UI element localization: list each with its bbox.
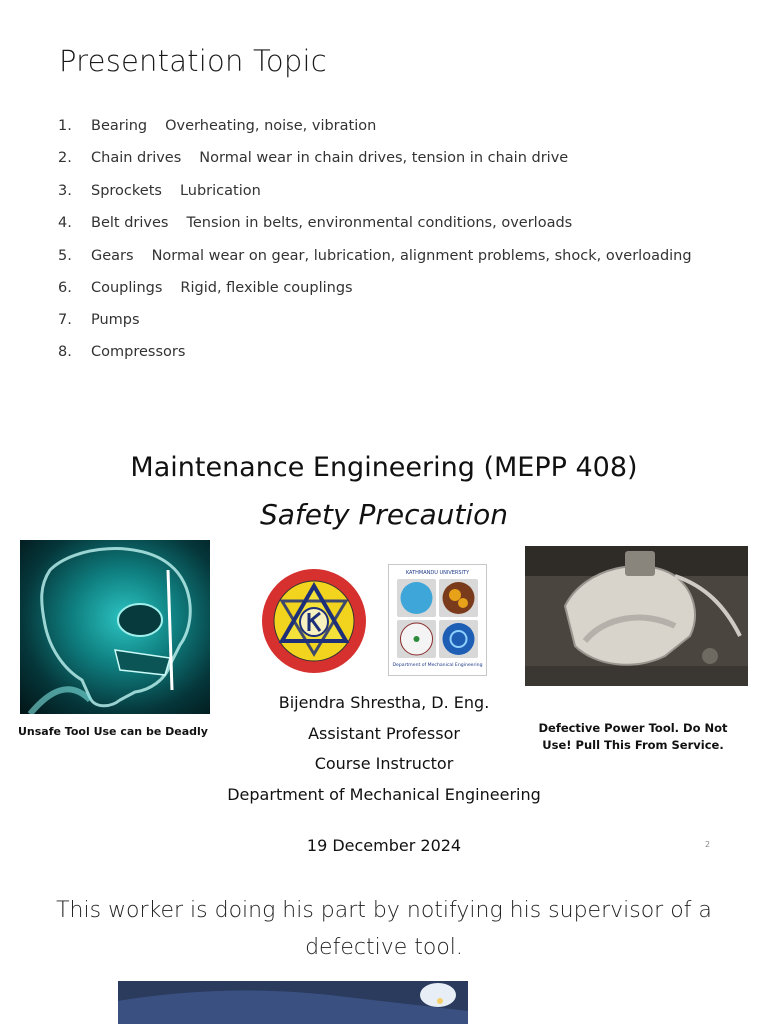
- presenter-role: Course Instructor: [314, 754, 454, 773]
- list-item-detail: Rigid, flexible couplings: [180, 280, 353, 296]
- xray-image: [20, 540, 210, 714]
- list-item: [0, 179, 768, 203]
- department-logo: [388, 564, 487, 676]
- logo-top-text: KATHMANDU UNIVERSITY: [405, 570, 470, 576]
- list-item-detail: Normal wear on gear, lubrication, alignment problems, shock, overloading: [151, 248, 692, 264]
- course-title: Maintenance Engineering (MEPP 408): [130, 452, 638, 483]
- list-item: [0, 114, 768, 138]
- list-item-name: Chain drives: [91, 150, 182, 166]
- list-item-number: 1.: [58, 118, 72, 134]
- power-tool-image: [525, 546, 748, 686]
- list-item-name: Bearing: [91, 118, 148, 134]
- department-logo-icon: [389, 565, 486, 675]
- list-item-number: 2.: [58, 150, 72, 166]
- list-item-number: 7.: [58, 312, 72, 328]
- logo-bottom-text: Department of Mechanical Engineering: [392, 663, 483, 668]
- list-item-name: Sprockets: [91, 183, 162, 199]
- list-item: [0, 276, 768, 300]
- presenter-title: Assistant Professor: [308, 724, 460, 743]
- list-item-name: Pumps: [91, 312, 140, 328]
- course-subtitle: Safety Precaution: [259, 498, 509, 531]
- worker-photo-icon: [118, 981, 468, 1024]
- list-item: [0, 211, 768, 235]
- power-tool-icon: [525, 546, 748, 686]
- presenter-department: Department of Mechanical Engineering: [227, 785, 541, 804]
- university-seal-icon: [260, 568, 368, 674]
- list-item-number: 3.: [58, 183, 72, 199]
- xray-caption: Unsafe Tool Use can be Deadly: [18, 725, 208, 738]
- presenter-name: Bijendra Shrestha, D. Eng.: [278, 693, 490, 712]
- list-item-number: 6.: [58, 280, 72, 296]
- list-item-name: Couplings: [91, 280, 163, 296]
- slide-title: Presentation Topic: [59, 44, 327, 78]
- list-item: [0, 340, 768, 364]
- university-seal: [260, 568, 368, 674]
- list-item-detail: Lubrication: [179, 183, 261, 199]
- list-item-detail: Tension in belts, environmental conditions, overloads: [186, 215, 573, 231]
- list-item: [0, 308, 768, 332]
- slide-number: 2: [705, 840, 711, 849]
- list-item-detail: Overheating, noise, vibration: [165, 118, 377, 134]
- skull-xray-icon: [20, 540, 210, 714]
- list-item-name: Compressors: [91, 344, 186, 360]
- list-item-number: 8.: [58, 344, 72, 360]
- list-item-name: Belt drives: [91, 215, 169, 231]
- power-tool-caption: Defective Power Tool. Do Not Use! Pull This From Service.: [538, 721, 728, 752]
- presentation-date: 19 December 2024: [306, 836, 462, 855]
- worker-photo: [118, 981, 468, 1024]
- list-item: [0, 146, 768, 170]
- list-item-number: 4.: [58, 215, 72, 231]
- list-item-name: Gears: [91, 248, 134, 264]
- list-item-detail: Normal wear in chain drives, tension in chain drive: [199, 150, 569, 166]
- slide-body-text: This worker is doing his part by notifying his supervisor of a defective tool.: [56, 898, 712, 960]
- list-item-number: 5.: [58, 248, 72, 264]
- list-item: [0, 244, 768, 268]
